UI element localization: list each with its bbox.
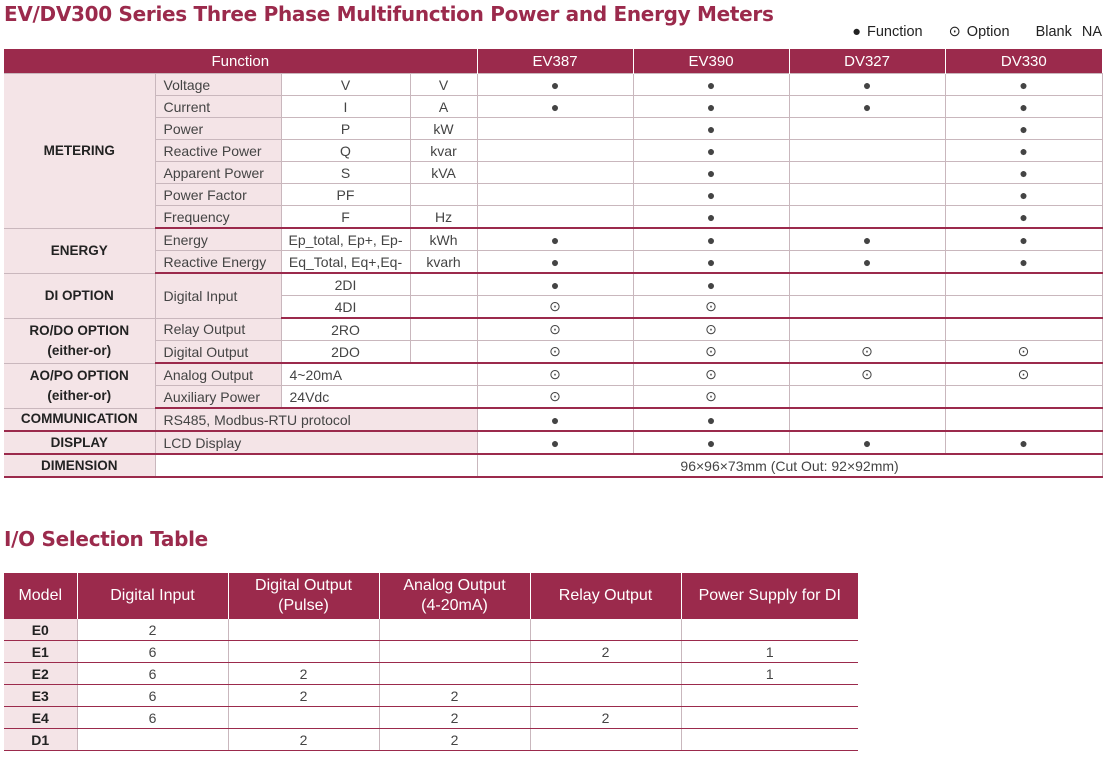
- mark-cell: ●: [945, 206, 1102, 229]
- row-symbol: I: [281, 96, 410, 118]
- mark-cell: [477, 140, 633, 162]
- mark-cell: [789, 386, 945, 409]
- io-cell: [530, 685, 681, 707]
- mark-cell: ●: [945, 96, 1102, 118]
- row-label: Relay Output: [155, 318, 281, 341]
- mark-cell: ⊙: [789, 363, 945, 386]
- mark-cell: ●: [945, 162, 1102, 184]
- mark-cell: ●: [477, 408, 633, 431]
- group-label: ENERGY: [4, 228, 155, 273]
- io-cell: [379, 641, 530, 663]
- io-cell: [228, 641, 379, 663]
- mark-cell: ⊙: [633, 318, 789, 341]
- group-label: RO/DO OPTION (either-or): [4, 318, 155, 363]
- row-symbol: 2DO: [281, 341, 410, 364]
- row-label: Current: [155, 96, 281, 118]
- row-label: Power: [155, 118, 281, 140]
- mark-cell: ⊙: [633, 363, 789, 386]
- mark-cell: [789, 296, 945, 319]
- table-row: [4, 619, 858, 641]
- mark-cell: ●: [477, 74, 633, 96]
- row-label: Digital Output: [155, 341, 281, 364]
- io-cell: [379, 619, 530, 641]
- table-row: [4, 341, 1102, 364]
- row-unit: kvarh: [410, 251, 477, 274]
- row-unit: kWh: [410, 228, 477, 251]
- mark-cell: ●: [633, 431, 789, 454]
- mark-cell: [945, 296, 1102, 319]
- row-label: LCD Display: [155, 431, 477, 454]
- na-legend-label: NA: [1081, 24, 1102, 40]
- row-label: Power Factor: [155, 184, 281, 206]
- mark-cell: ●: [945, 184, 1102, 206]
- function-legend-label: Function: [866, 24, 923, 40]
- io-column-header: Analog Output (4-20mA): [379, 573, 530, 619]
- row-label: Analog Output: [155, 363, 281, 386]
- mark-cell: ●: [633, 74, 789, 96]
- table-row: [4, 118, 1102, 140]
- table-row: [4, 386, 1102, 409]
- io-cell: 1: [681, 663, 858, 685]
- mark-cell: ⊙: [633, 296, 789, 319]
- row-symbol: Ep_total, Ep+, Ep-: [281, 228, 410, 251]
- mark-cell: ⊙: [477, 318, 633, 341]
- row-symbol: Q: [281, 140, 410, 162]
- mark-cell: ⊙: [789, 341, 945, 364]
- row-label: Frequency: [155, 206, 281, 229]
- mark-cell: ●: [633, 140, 789, 162]
- mark-cell: [789, 162, 945, 184]
- row-unit: [410, 296, 477, 319]
- mark-cell: ●: [477, 431, 633, 454]
- io-header-row: [4, 573, 858, 619]
- group-label: COMMUNICATION: [4, 408, 155, 431]
- io-cell: [530, 729, 681, 751]
- row-symbol: S: [281, 162, 410, 184]
- table-row: [4, 140, 1102, 162]
- mark-cell: ⊙: [477, 296, 633, 319]
- io-cell: 2: [530, 641, 681, 663]
- model-header: DV327: [789, 49, 945, 74]
- table-row: [4, 363, 1102, 386]
- model-cell: E4: [4, 707, 77, 729]
- row-unit: [410, 273, 477, 296]
- function-symbol: ●: [852, 24, 861, 40]
- mark-cell: ⊙: [477, 386, 633, 409]
- mark-cell: [945, 318, 1102, 341]
- table-header-row: [4, 49, 1102, 74]
- row-symbol: V: [281, 74, 410, 96]
- mark-cell: ⊙: [945, 341, 1102, 364]
- mark-cell: ●: [945, 251, 1102, 274]
- mark-cell: ●: [789, 251, 945, 274]
- io-cell: [681, 619, 858, 641]
- mark-cell: ●: [633, 96, 789, 118]
- mark-cell: ⊙: [633, 341, 789, 364]
- table-row: [4, 641, 858, 663]
- model-cell: D1: [4, 729, 77, 751]
- row-label: Apparent Power: [155, 162, 281, 184]
- mark-cell: [789, 140, 945, 162]
- group-label: AO/PO OPTION (either-or): [4, 363, 155, 408]
- mark-cell: ●: [477, 96, 633, 118]
- row-symbol: 2RO: [281, 318, 410, 341]
- row-label: RS485, Modbus-RTU protocol: [155, 408, 477, 431]
- table-row: [4, 431, 1102, 454]
- io-cell: [228, 619, 379, 641]
- row-unit: kVA: [410, 162, 477, 184]
- io-cell: 2: [379, 707, 530, 729]
- model-header: EV390: [633, 49, 789, 74]
- mark-cell: ●: [633, 162, 789, 184]
- row-label: Reactive Power: [155, 140, 281, 162]
- table-row: [4, 707, 858, 729]
- io-cell: 6: [77, 685, 228, 707]
- model-cell: E1: [4, 641, 77, 663]
- table-row: [4, 251, 1102, 274]
- table-row: [4, 96, 1102, 118]
- dimension-value: 96×96×73mm (Cut Out: 92×92mm): [477, 454, 1102, 477]
- row-symbol: 24Vdc: [281, 386, 477, 409]
- blank-legend-label: Blank: [1035, 24, 1072, 40]
- io-cell: 2: [228, 685, 379, 707]
- table-row: [4, 318, 1102, 341]
- row-unit: [410, 184, 477, 206]
- mark-cell: [945, 408, 1102, 431]
- group-label: METERING: [4, 74, 155, 229]
- mark-cell: ●: [633, 408, 789, 431]
- table-row: [4, 228, 1102, 251]
- row-label: Energy: [155, 228, 281, 251]
- table-row: [4, 184, 1102, 206]
- row-symbol: PF: [281, 184, 410, 206]
- io-cell: 2: [228, 663, 379, 685]
- row-symbol: 4~20mA: [281, 363, 477, 386]
- mark-cell: ●: [945, 140, 1102, 162]
- mark-cell: ●: [789, 96, 945, 118]
- group-label: DISPLAY: [4, 431, 155, 454]
- row-unit: Hz: [410, 206, 477, 229]
- row-symbol: P: [281, 118, 410, 140]
- io-cell: 2: [228, 729, 379, 751]
- mark-cell: ●: [633, 184, 789, 206]
- row-unit: [410, 318, 477, 341]
- group-label: DI OPTION: [4, 273, 155, 318]
- io-cell: [681, 685, 858, 707]
- mark-cell: ⊙: [477, 363, 633, 386]
- mark-cell: [477, 184, 633, 206]
- row-label: Auxiliary Power: [155, 386, 281, 409]
- mark-cell: ●: [789, 431, 945, 454]
- io-cell: [379, 663, 530, 685]
- io-cell: [530, 663, 681, 685]
- legend: [846, 24, 1102, 40]
- mark-cell: [789, 318, 945, 341]
- io-cell: [228, 707, 379, 729]
- io-column-header: Digital Output (Pulse): [228, 573, 379, 619]
- row-symbol: 4DI: [281, 296, 410, 319]
- table-row: [4, 685, 858, 707]
- table-row: [4, 273, 1102, 296]
- mark-cell: [477, 118, 633, 140]
- model-cell: E0: [4, 619, 77, 641]
- io-cell: 6: [77, 707, 228, 729]
- io-column-header: Relay Output: [530, 573, 681, 619]
- io-cell: 2: [530, 707, 681, 729]
- table-row: [4, 663, 858, 685]
- mark-cell: [789, 206, 945, 229]
- io-cell: 6: [77, 663, 228, 685]
- row-unit: kvar: [410, 140, 477, 162]
- mark-cell: ●: [945, 228, 1102, 251]
- option-symbol: ⊙: [948, 24, 961, 40]
- mark-cell: [945, 386, 1102, 409]
- page-title: EV/DV300 Series Three Phase Multifunction Power and Energy Meters: [4, 2, 774, 26]
- mark-cell: [789, 408, 945, 431]
- option-legend-label: Option: [966, 24, 1010, 40]
- io-section-title: I/O Selection Table: [4, 527, 208, 551]
- row-label: Digital Input: [155, 273, 281, 318]
- function-table: [4, 49, 1103, 478]
- table-row: [4, 454, 1102, 477]
- io-cell: 6: [77, 641, 228, 663]
- model-cell: E2: [4, 663, 77, 685]
- io-column-header: Digital Input: [77, 573, 228, 619]
- mark-cell: ●: [477, 251, 633, 274]
- blank-cell: [155, 454, 477, 477]
- io-cell: [77, 729, 228, 751]
- model-header: EV387: [477, 49, 633, 74]
- row-unit: V: [410, 74, 477, 96]
- table-row: [4, 162, 1102, 184]
- io-cell: [530, 619, 681, 641]
- io-cell: [681, 729, 858, 751]
- mark-cell: [477, 206, 633, 229]
- io-column-header: Power Supply for DI: [681, 573, 858, 619]
- io-cell: 2: [379, 729, 530, 751]
- row-symbol: 2DI: [281, 273, 410, 296]
- io-selection-table: [4, 573, 858, 751]
- io-cell: 2: [77, 619, 228, 641]
- function-header: Function: [4, 49, 477, 74]
- mark-cell: ⊙: [477, 341, 633, 364]
- table-row: [4, 729, 858, 751]
- io-column-header: Model: [4, 573, 77, 619]
- model-cell: E3: [4, 685, 77, 707]
- mark-cell: [789, 273, 945, 296]
- row-label: Reactive Energy: [155, 251, 281, 274]
- row-unit: kW: [410, 118, 477, 140]
- mark-cell: ●: [633, 251, 789, 274]
- mark-cell: ●: [789, 74, 945, 96]
- mark-cell: ⊙: [945, 363, 1102, 386]
- mark-cell: ●: [477, 228, 633, 251]
- mark-cell: [477, 162, 633, 184]
- row-unit: A: [410, 96, 477, 118]
- mark-cell: ●: [945, 431, 1102, 454]
- mark-cell: ●: [633, 118, 789, 140]
- io-cell: 1: [681, 641, 858, 663]
- row-symbol: Eq_Total, Eq+,Eq-: [281, 251, 410, 274]
- io-cell: [681, 707, 858, 729]
- row-label: Voltage: [155, 74, 281, 96]
- row-unit: [410, 341, 477, 364]
- mark-cell: [789, 118, 945, 140]
- table-row: [4, 408, 1102, 431]
- mark-cell: [789, 184, 945, 206]
- table-row: [4, 74, 1102, 96]
- mark-cell: ●: [633, 228, 789, 251]
- io-cell: 2: [379, 685, 530, 707]
- group-label: DIMENSION: [4, 454, 155, 477]
- mark-cell: ●: [945, 74, 1102, 96]
- mark-cell: ●: [945, 118, 1102, 140]
- table-row: [4, 206, 1102, 229]
- row-symbol: F: [281, 206, 410, 229]
- mark-cell: ●: [789, 228, 945, 251]
- mark-cell: ●: [633, 206, 789, 229]
- model-header: DV330: [945, 49, 1102, 74]
- mark-cell: ⊙: [633, 386, 789, 409]
- mark-cell: [945, 273, 1102, 296]
- mark-cell: ●: [633, 273, 789, 296]
- mark-cell: ●: [477, 273, 633, 296]
